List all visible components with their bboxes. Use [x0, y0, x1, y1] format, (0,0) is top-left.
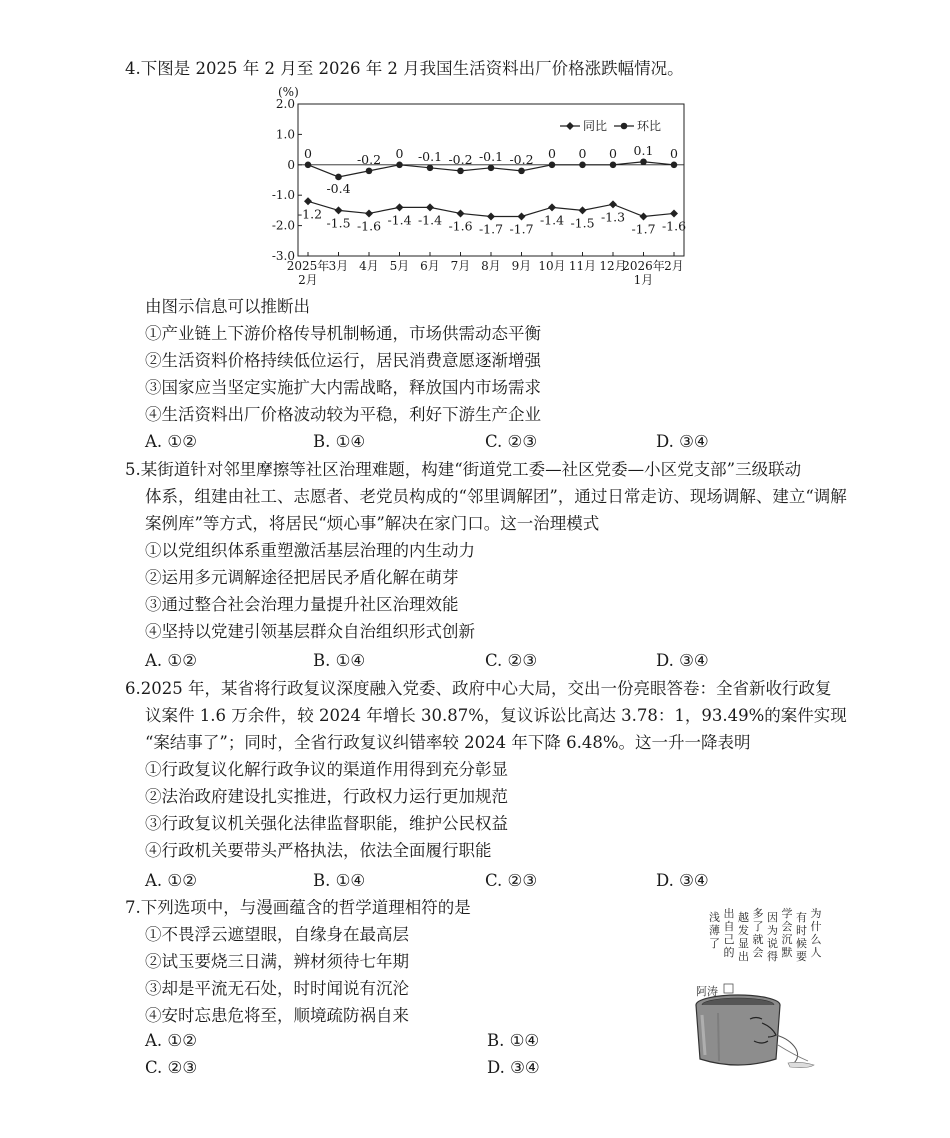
- data-point-环比: [640, 158, 647, 165]
- data-point-环比: [457, 168, 464, 175]
- caption-char: 候: [796, 937, 807, 950]
- legend-label-环比: 环比: [637, 119, 662, 133]
- x-tick-label: 1月: [633, 273, 654, 287]
- caption-char: 人: [810, 946, 822, 959]
- q6-option-1: ①行政复议化解行政争议的渠道作用得到充分彰显: [145, 760, 508, 779]
- q6-answer-d: D. ③④: [656, 871, 709, 890]
- caption-char: 显: [738, 937, 749, 950]
- q7-option-3: ③却是平流无石处，时时闻说有沉沦: [145, 979, 409, 998]
- caption-char: 什: [810, 920, 822, 933]
- data-point-环比: [610, 162, 617, 169]
- caption-char: 就: [752, 933, 764, 946]
- caption-char: 要: [796, 950, 807, 963]
- data-label-环比: 0: [395, 145, 404, 161]
- x-tick-label: 4月: [359, 259, 379, 273]
- data-label-环比: -0.4: [326, 180, 351, 196]
- data-label-同比: -1.4: [387, 212, 412, 228]
- q7-option-4: ④安时忘患危将至，顺境疏防祸自来: [145, 1006, 409, 1025]
- caption-char: 出: [738, 950, 749, 963]
- q5-stem-line-3: 案例库”等方式，将居民“烦心事”解决在家门口。这一治理模式: [145, 514, 600, 533]
- caption-char: 有: [796, 911, 807, 924]
- y-tick-label: 2.0: [275, 97, 295, 111]
- data-label-同比: -1.3: [600, 209, 626, 225]
- y-tick-label: -3.0: [271, 249, 295, 263]
- x-tick-label: 2026年: [622, 259, 665, 273]
- data-point-环比: [366, 168, 373, 175]
- q6-answer-a: A. ①②: [145, 871, 197, 890]
- data-point-同比: [609, 200, 617, 208]
- caption-char: 么: [810, 933, 822, 946]
- data-label-同比: -1.7: [509, 221, 534, 237]
- q7-stem: 7.下列选项中，与漫画蕴含的哲学道理相符的是: [125, 898, 471, 917]
- x-tick-label: 5月: [389, 259, 410, 273]
- data-label-同比: -1.5: [326, 215, 351, 231]
- q5-option-1: ①以党组织体系重塑激活基层治理的内生动力: [145, 541, 475, 560]
- cartoon-signature: 阿涛: [696, 985, 718, 998]
- data-point-环比: [671, 162, 678, 169]
- data-label-环比: 0: [670, 145, 678, 161]
- q7-answer-a: A. ①②: [145, 1031, 197, 1050]
- caption-char: 得: [767, 950, 778, 963]
- q6-stem-line-1: 6.2025 年，某省将行政复议深度融入党委、政府中心大局，交出一份亮眼答卷：全省新收行政复: [125, 679, 832, 698]
- q6-stem-line-3: “案结事了”；同时，全省行政复议纠错率较 2024 年下降 6.48%。这一升一降表明: [145, 733, 751, 752]
- q4-option-4: ④生活资料出厂价格波动较为平稳，利好下游生产企业: [145, 405, 541, 424]
- data-point-环比: [549, 162, 556, 169]
- caption-char: 了: [752, 920, 764, 933]
- data-label-同比: -1.4: [539, 212, 565, 228]
- caption-char: 会: [781, 920, 793, 933]
- data-label-同比: -1.6: [448, 218, 473, 234]
- q6-option-4: ④行政机关要带头严格执法，依法全面履行职能: [145, 841, 492, 860]
- data-point-环比: [335, 174, 342, 181]
- q5-answer-c: C. ②③: [485, 651, 538, 670]
- caption-char: 说: [767, 937, 778, 950]
- line-chart: [262, 84, 702, 294]
- data-label-环比: 0: [609, 145, 617, 161]
- data-point-环比: [488, 165, 495, 172]
- q7-option-2: ②试玉要烧三日满，辨材须待七年期: [145, 952, 409, 971]
- x-tick-label: 7月: [450, 259, 471, 273]
- data-label-环比: 0: [548, 145, 556, 161]
- q4-option-1: ①产业链上下游价格传导机制畅通，市场供需动态平衡: [145, 324, 541, 343]
- caption-char: 的: [723, 946, 735, 959]
- x-tick-label: 10月: [538, 259, 566, 273]
- q4-answer-d: D. ③④: [656, 432, 709, 451]
- caption-char: 出: [723, 907, 735, 920]
- caption-char: 默: [781, 946, 793, 959]
- caption-char: 越: [738, 911, 749, 924]
- legend-marker-同比: [566, 122, 574, 130]
- y-unit-label: (%): [278, 85, 299, 99]
- data-label-同比: -1.5: [570, 215, 595, 231]
- caption-char: 时: [796, 924, 807, 937]
- y-tick-label: 1.0: [275, 127, 295, 142]
- q5-answer-d: D. ③④: [656, 651, 709, 670]
- data-point-同比: [518, 212, 526, 220]
- x-tick-label: 8月: [481, 259, 501, 273]
- data-label-环比: -0.2: [448, 151, 473, 167]
- data-label-环比: 0.1: [633, 142, 654, 158]
- data-label-同比: -1.7: [631, 221, 656, 237]
- caption-char: 因: [767, 911, 778, 924]
- data-label-环比: -0.2: [509, 151, 534, 167]
- data-label-环比: -0.1: [478, 148, 504, 164]
- caption-char: 为: [767, 924, 778, 937]
- q4-option-2: ②生活资料价格持续低位运行，居民消费意愿逐渐增强: [145, 351, 541, 370]
- q5-stem-line-2: 体系，组建由社工、志愿者、老党员构成的“邻里调解团”，通过日常走访、现场调解、建立“调解: [145, 487, 847, 506]
- data-point-同比: [365, 209, 373, 217]
- q4-stem: 4.下图是 2025 年 2 月至 2026 年 2 月我国生活资料出厂价格涨跌幅情况。: [125, 59, 684, 78]
- cup-character: [696, 995, 814, 1068]
- q6-option-3: ③行政复议机关强化法律监督职能，维护公民权益: [145, 814, 508, 833]
- data-label-环比: 0: [304, 145, 312, 161]
- data-point-同比: [426, 203, 434, 211]
- data-point-同比: [487, 212, 495, 220]
- caption-char: 了: [709, 937, 720, 950]
- cartoon-caption: [709, 906, 822, 963]
- data-point-环比: [305, 162, 312, 169]
- q7-answer-d: D. ③④: [487, 1058, 540, 1077]
- q7-option-1: ①不畏浮云遮望眼，自缘身在最高层: [145, 925, 409, 944]
- q4-option-3: ③国家应当坚定实施扩大内需战略，释放国内市场需求: [145, 378, 541, 397]
- data-label-同比: -1.6: [356, 218, 382, 234]
- caption-char: 会: [752, 946, 764, 959]
- y-tick-label: -2.0: [271, 218, 295, 233]
- x-tick-label: 6月: [420, 259, 440, 273]
- data-label-环比: 0: [578, 145, 587, 161]
- q5-option-4: ④坚持以党建引领基层群众自治组织形式创新: [145, 622, 475, 641]
- q5-option-3: ③通过整合社会治理力量提升社区治理效能: [145, 595, 459, 614]
- data-point-同比: [457, 209, 465, 217]
- x-tick-label: 2月: [664, 259, 684, 273]
- x-tick-label: 12月: [599, 259, 627, 273]
- caption-char: 发: [738, 924, 749, 937]
- data-label-同比: -1.6: [661, 218, 687, 234]
- legend-marker-环比: [621, 123, 628, 130]
- q5-answer-b: B. ①④: [313, 651, 366, 670]
- data-label-环比: -0.2: [356, 151, 382, 167]
- q5-option-2: ②运用多元调解途径把居民矛盾化解在萌芽: [145, 568, 459, 587]
- cartoon-illustration: [688, 895, 826, 1071]
- data-point-环比: [396, 162, 403, 169]
- data-point-环比: [427, 165, 434, 172]
- q6-option-2: ②法治政府建设扎实推进，行政权力运行更加规范: [145, 787, 508, 806]
- x-tick-label: 2月: [298, 273, 318, 287]
- caption-char: 沉: [781, 933, 793, 946]
- caption-char: 多: [752, 907, 764, 920]
- caption-char: 自: [723, 920, 735, 933]
- caption-char: 己: [723, 933, 735, 946]
- data-label-同比: -1.4: [417, 212, 443, 228]
- q6-answer-c: C. ②③: [485, 871, 538, 890]
- q6-stem-line-2: 议案件 1.6 万余件，较 2024 年增长 30.87%，复议诉讼比高达 3.78：1，93.49%的案件实现: [145, 706, 847, 725]
- q6-answer-b: B. ①④: [313, 871, 366, 890]
- data-point-同比: [304, 197, 312, 205]
- y-tick-label: 0: [287, 157, 295, 172]
- x-tick-label: 11月: [568, 259, 597, 273]
- data-point-同比: [396, 203, 404, 211]
- caption-char: 浅: [709, 911, 720, 924]
- data-point-环比: [518, 168, 525, 175]
- data-point-同比: [548, 203, 556, 211]
- y-tick-label: -1.0: [271, 188, 295, 203]
- q5-answer-a: A. ①②: [145, 651, 197, 670]
- data-label-同比: -1.7: [478, 221, 504, 237]
- q4-answer-b: B. ①④: [313, 432, 366, 451]
- q7-answer-b: B. ①④: [487, 1031, 540, 1050]
- caption-char: 为: [810, 907, 822, 920]
- legend-label-同比: 同比: [583, 119, 608, 133]
- q4-lead: 由图示信息可以推断出: [145, 297, 310, 316]
- q4-answer-c: C. ②③: [485, 432, 538, 451]
- q5-stem-line-1: 5.某街道针对邻里摩擦等社区治理难题，构建“街道党工委—社区党委—小区党支部”三级联动: [125, 460, 802, 479]
- x-tick-label: 9月: [511, 259, 532, 273]
- seal-stamp: [724, 984, 733, 993]
- caption-char: 学: [781, 907, 793, 920]
- data-point-同比: [670, 209, 678, 217]
- q4-answer-a: A. ①②: [145, 432, 197, 451]
- x-tick-label: 3月: [328, 259, 349, 273]
- data-label-同比: -1.2: [297, 206, 323, 222]
- data-point-同比: [579, 206, 587, 214]
- data-point-环比: [579, 162, 586, 169]
- data-label-环比: -0.1: [417, 148, 443, 164]
- caption-char: 薄: [709, 924, 720, 937]
- data-point-同比: [640, 212, 648, 220]
- data-point-同比: [335, 206, 343, 214]
- q7-answer-c: C. ②③: [145, 1058, 198, 1077]
- x-tick-label: 2025年: [286, 259, 330, 273]
